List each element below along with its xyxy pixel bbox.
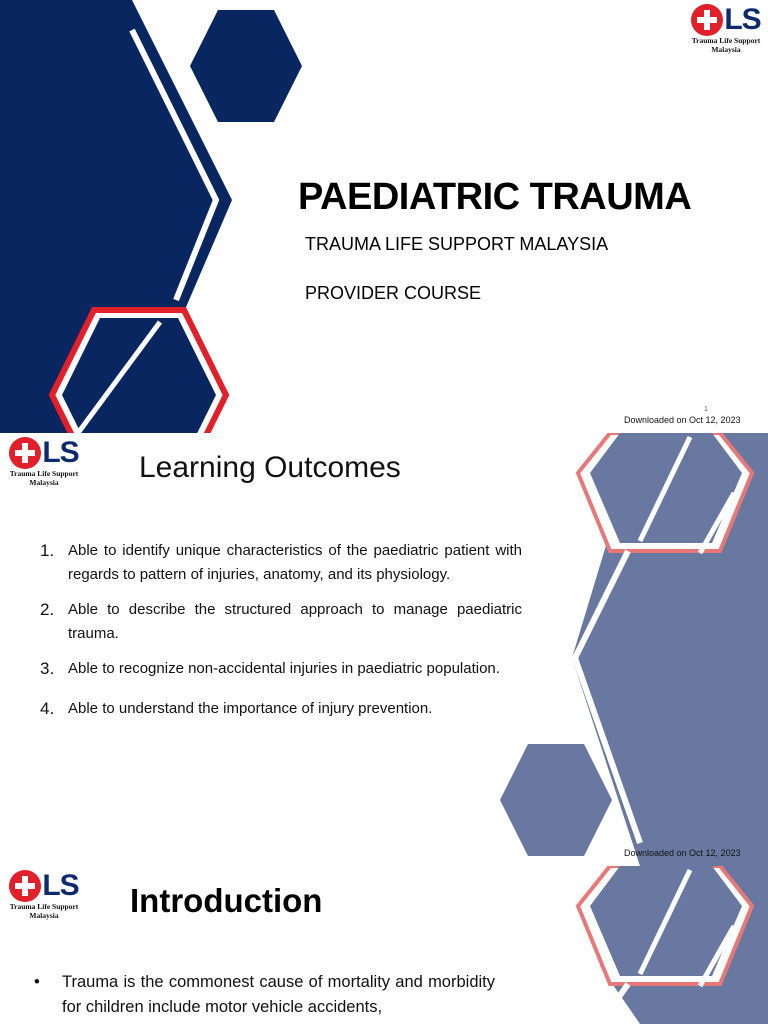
slide-introduction xyxy=(0,866,768,1024)
slate-hexagon xyxy=(500,744,612,856)
tls-logo: LS Trauma Life Support Malaysia xyxy=(9,436,79,487)
list-item: • Trauma is the commonest cause of mortality and morbidity for children include motor vehicle accidents, xyxy=(34,973,495,1016)
list-item: 3. Able to recognize non-accidental injuries in paediatric population. xyxy=(40,659,500,678)
red-cross-icon xyxy=(691,4,723,36)
page-number: 1 xyxy=(704,406,708,413)
tls-logo: LS Trauma Life Support Malaysia xyxy=(9,869,79,920)
slide-title: Learning Outcomes xyxy=(139,451,401,484)
learning-outcomes-list xyxy=(36,539,522,732)
list-item: 4. Able to understand the importance of injury prevention. xyxy=(40,698,433,718)
download-stamp: Downloaded on Oct 12, 2023 xyxy=(624,848,741,858)
slide-title: Introduction xyxy=(130,882,323,919)
tls-logo: LS Trauma Life Support Malaysia xyxy=(691,3,761,54)
list-item: 2. Able to describe the structured approach to manage paediatric trauma. xyxy=(40,600,522,642)
slide-title: PAEDIATRIC TRAUMA xyxy=(298,176,692,218)
slide-title xyxy=(0,0,768,433)
red-cross-icon xyxy=(9,870,41,902)
list-item: 1. Able to identify unique characteristics of the paediatric patient with regards to pattern of injuries, anatomy, and its physiology. xyxy=(40,541,522,583)
slide-learning-outcomes xyxy=(0,433,768,866)
introduction-bullets xyxy=(34,970,495,1020)
navy-hexagon xyxy=(190,10,302,122)
red-cross-icon xyxy=(9,437,41,469)
download-stamp: Downloaded on Oct 12, 2023 xyxy=(624,415,741,425)
subtitle-course: PROVIDER COURSE xyxy=(305,283,482,303)
subtitle-organization: TRAUMA LIFE SUPPORT MALAYSIA xyxy=(305,234,609,254)
